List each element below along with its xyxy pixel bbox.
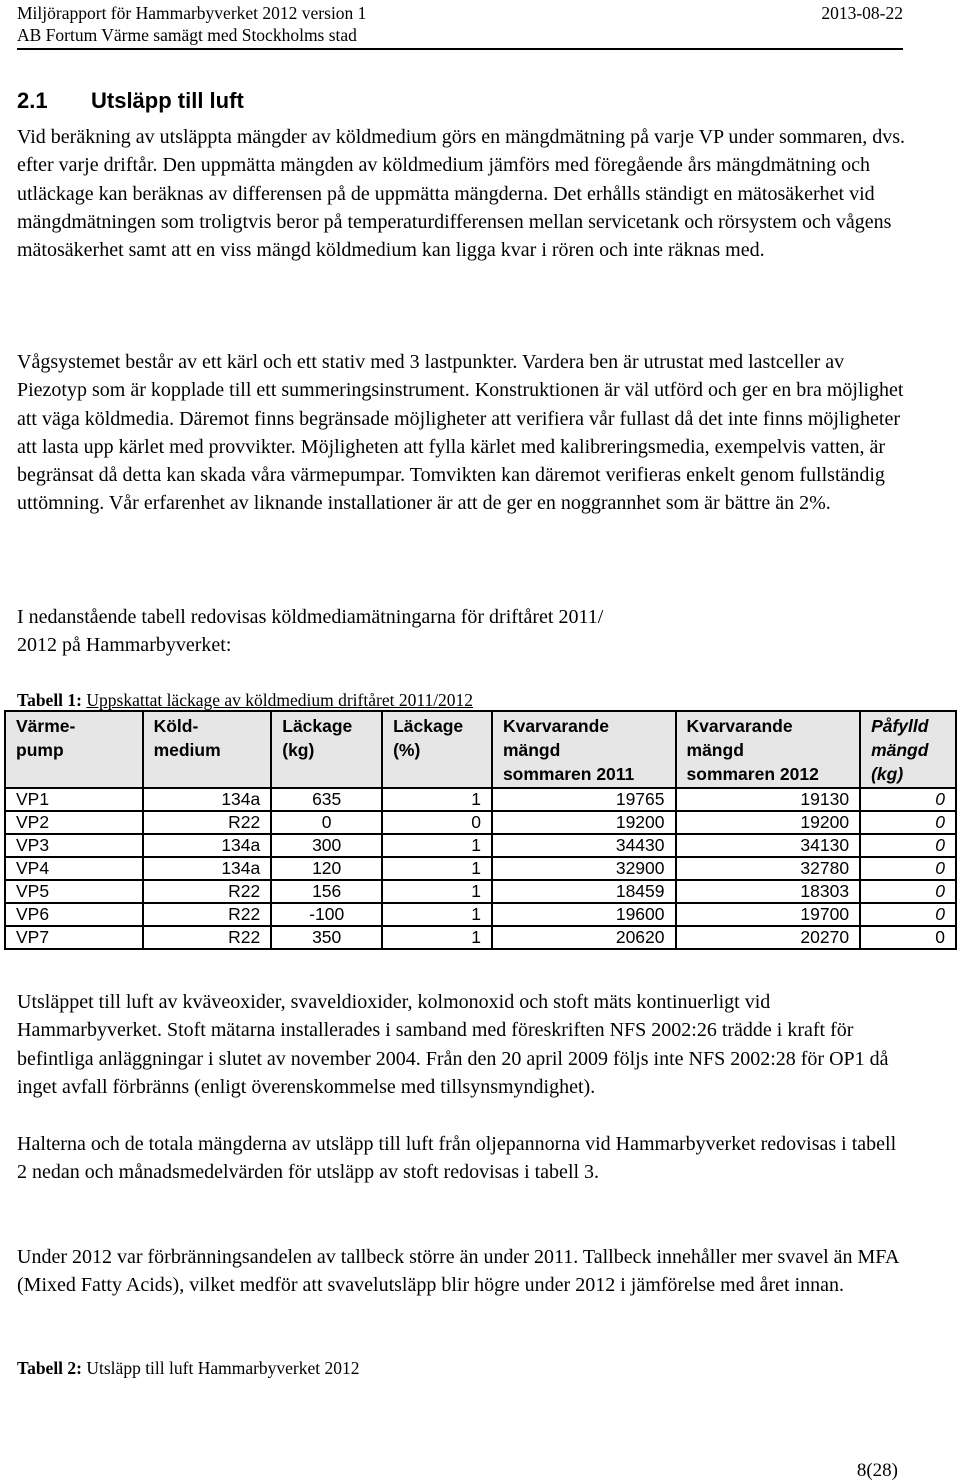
col-header-leak-pct: Läckage (%) xyxy=(382,711,492,788)
cell-leak-kg: 635 xyxy=(271,788,382,811)
cell-leak-pct: 0 xyxy=(382,811,492,834)
header-divider xyxy=(17,48,903,50)
cell-remaining-2012: 19200 xyxy=(676,811,861,834)
cell-medium: R22 xyxy=(143,926,272,949)
cell-leak-pct: 1 xyxy=(382,788,492,811)
col-header-remaining-2012: Kvarvarande mängd sommaren 2012 xyxy=(676,711,861,788)
cell-remaining-2011: 34430 xyxy=(492,834,676,857)
section-heading xyxy=(17,87,244,115)
cell-leak-kg: 156 xyxy=(271,880,382,903)
cell-remaining-2012: 32780 xyxy=(676,857,861,880)
cell-medium: 134a xyxy=(143,834,272,857)
paragraph-emissions-measurement: Utsläppet till luft av kväveoxider, svaveldioxider, kolmonoxid och stoft mäts kontinuerligt vid Hammarbyverket. Stoft mätarna installerades i samband med föreskriften NFS 2002:26 trädde i kraft för befintliga anläggningar i slutet av november 2004. Från den 20 april 2009 följs inte NFS 2002:28 för OP1 då inget avfall förbränns (enligt överenskommelse med tillsynsmyndighet). xyxy=(17,991,889,1098)
page-header xyxy=(17,2,903,46)
cell-pump: VP7 xyxy=(5,926,143,949)
cell-refilled: 0 xyxy=(860,880,956,903)
table1-label: Tabell 1: xyxy=(17,690,82,710)
table1-caption xyxy=(17,689,473,711)
cell-remaining-2012: 18303 xyxy=(676,880,861,903)
cell-refilled: 0 xyxy=(860,926,956,949)
cell-leak-kg: 350 xyxy=(271,926,382,949)
table2-label: Tabell 2: xyxy=(17,1358,82,1378)
table1-title: Uppskattat läckage av köldmedium driftåret 2011/2012 xyxy=(86,690,474,710)
cell-remaining-2011: 19600 xyxy=(492,903,676,926)
table-row xyxy=(5,857,956,880)
cell-refilled: 0 xyxy=(860,834,956,857)
cell-leak-pct: 1 xyxy=(382,857,492,880)
cell-leak-kg: 300 xyxy=(271,834,382,857)
cell-refilled: 0 xyxy=(860,903,956,926)
cell-refilled: 0 xyxy=(860,811,956,834)
table-row xyxy=(5,880,956,903)
section-title: Utsläpp till luft xyxy=(91,88,244,113)
table2-caption xyxy=(17,1357,360,1379)
cell-medium: R22 xyxy=(143,811,272,834)
col-header-remaining-2011: Kvarvarande mängd sommaren 2011 xyxy=(492,711,676,788)
cell-leak-kg: 0 xyxy=(271,811,382,834)
cell-remaining-2012: 19700 xyxy=(676,903,861,926)
col-header-pump: Värme- pump xyxy=(5,711,143,788)
col-header-leak-kg: Läckage (kg) xyxy=(271,711,382,788)
cell-pump: VP1 xyxy=(5,788,143,811)
cell-pump: VP3 xyxy=(5,834,143,857)
cell-pump: VP4 xyxy=(5,857,143,880)
doc-title: Miljörapport för Hammarbyverket 2012 version 1 xyxy=(17,3,367,23)
table-row xyxy=(5,811,956,834)
organization: AB Fortum Värme samägt med Stockholms stad xyxy=(17,25,357,45)
paragraph-table-intro xyxy=(17,603,907,660)
cell-medium: 134a xyxy=(143,788,272,811)
cell-leak-pct: 1 xyxy=(382,926,492,949)
refrigerant-leak-table xyxy=(4,710,957,950)
cell-remaining-2011: 32900 xyxy=(492,857,676,880)
col-header-refilled: Påfylld mängd (kg) xyxy=(860,711,956,788)
col-header-medium: Köld- medium xyxy=(143,711,272,788)
table-intro-line-2: 2012 på Hammarbyverket: xyxy=(17,634,232,657)
cell-leak-pct: 1 xyxy=(382,880,492,903)
cell-remaining-2012: 34130 xyxy=(676,834,861,857)
cell-leak-pct: 1 xyxy=(382,903,492,926)
table2-title: Utsläpp till luft Hammarbyverket 2012 xyxy=(86,1358,360,1378)
cell-pump: VP5 xyxy=(5,880,143,903)
paragraph-tall-oil-pitch: Under 2012 var förbränningsandelen av tallbeck större än under 2011. Tallbeck innehåller mer svavel än MFA (Mixed Fatty Acids), vilket medför att svavelutsläpp blir högre under 2012 i jämförelse med året innan. xyxy=(17,1246,899,1297)
cell-refilled: 0 xyxy=(860,788,956,811)
page-number: 8(28) xyxy=(856,1460,898,1481)
paragraph-weighing-system: Vågsystemet består av ett kärl och ett stativ med 3 lastpunkter. Vardera ben är utrustat med lastceller av Piezotyp som är kopplade till ett summeringsinstrument. Konstruktionen är väl utförd och ger en bra möjlighet att väga köldmedia. Däremot finns begränsade möjligheter att verifiera vår fullast då det inte finns möjligheter att lasta upp kärlet med provvikter. Möjligheten att fylla kärlet med kalibreringsmedia, exempelvis vatten, är begränsat då detta kan skada våra värmepumpar. Tomvikten kan däremot verifieras enkelt genom fullständig uttömning. Vår erfarenhet av liknande installationer är att de ger en noggrannhet som är bättre än 2%. xyxy=(17,351,904,515)
cell-medium: 134a xyxy=(143,857,272,880)
cell-leak-kg: 120 xyxy=(271,857,382,880)
cell-leak-pct: 1 xyxy=(382,834,492,857)
cell-remaining-2011: 19765 xyxy=(492,788,676,811)
cell-leak-kg: -100 xyxy=(271,903,382,926)
table-row xyxy=(5,788,956,811)
table-intro-line-1: I nedanstående tabell redovisas köldmediamätningarna för driftåret 2011/ xyxy=(17,606,604,628)
table-row xyxy=(5,903,956,926)
cell-remaining-2012: 19130 xyxy=(676,788,861,811)
table-row xyxy=(5,834,956,857)
cell-remaining-2011: 20620 xyxy=(492,926,676,949)
cell-refilled: 0 xyxy=(860,857,956,880)
cell-pump: VP2 xyxy=(5,811,143,834)
cell-medium: R22 xyxy=(143,903,272,926)
cell-medium: R22 xyxy=(143,880,272,903)
doc-date: 2013-08-22 xyxy=(821,3,903,23)
table-header-row xyxy=(5,711,956,788)
cell-remaining-2012: 20270 xyxy=(676,926,861,949)
cell-remaining-2011: 18459 xyxy=(492,880,676,903)
paragraph-emission-tables: Halterna och de totala mängderna av utsläpp till luft från oljepannorna vid Hammarbyverket redovisas i tabell 2 nedan och månadsmedelvärden för utsläpp av stoft redovisas i tabell 3. xyxy=(17,1133,897,1184)
table-row xyxy=(5,926,956,949)
cell-remaining-2011: 19200 xyxy=(492,811,676,834)
paragraph-measurement: Vid beräkning av utsläppta mängder av köldmedium görs en mängdmätning på varje VP under sommaren, dvs. efter varje driftår. Den uppmätta mängden av köldmedium jämförs med föregående års mängdmätning och utläckage kan beräknas av differensen på de uppmätta mängderna. Det erhålls ständigt en mätosäkerhet vid mängdmätningen som troligtvis beror på temperaturdifferensen mellan servicetank och rörsystem och vågens mätosäkerhet samt att en viss mängd köldmedium kan ligga kvar i rören och inte räknas med. xyxy=(17,126,906,262)
section-number: 2.1 xyxy=(17,88,48,113)
cell-pump: VP6 xyxy=(5,903,143,926)
